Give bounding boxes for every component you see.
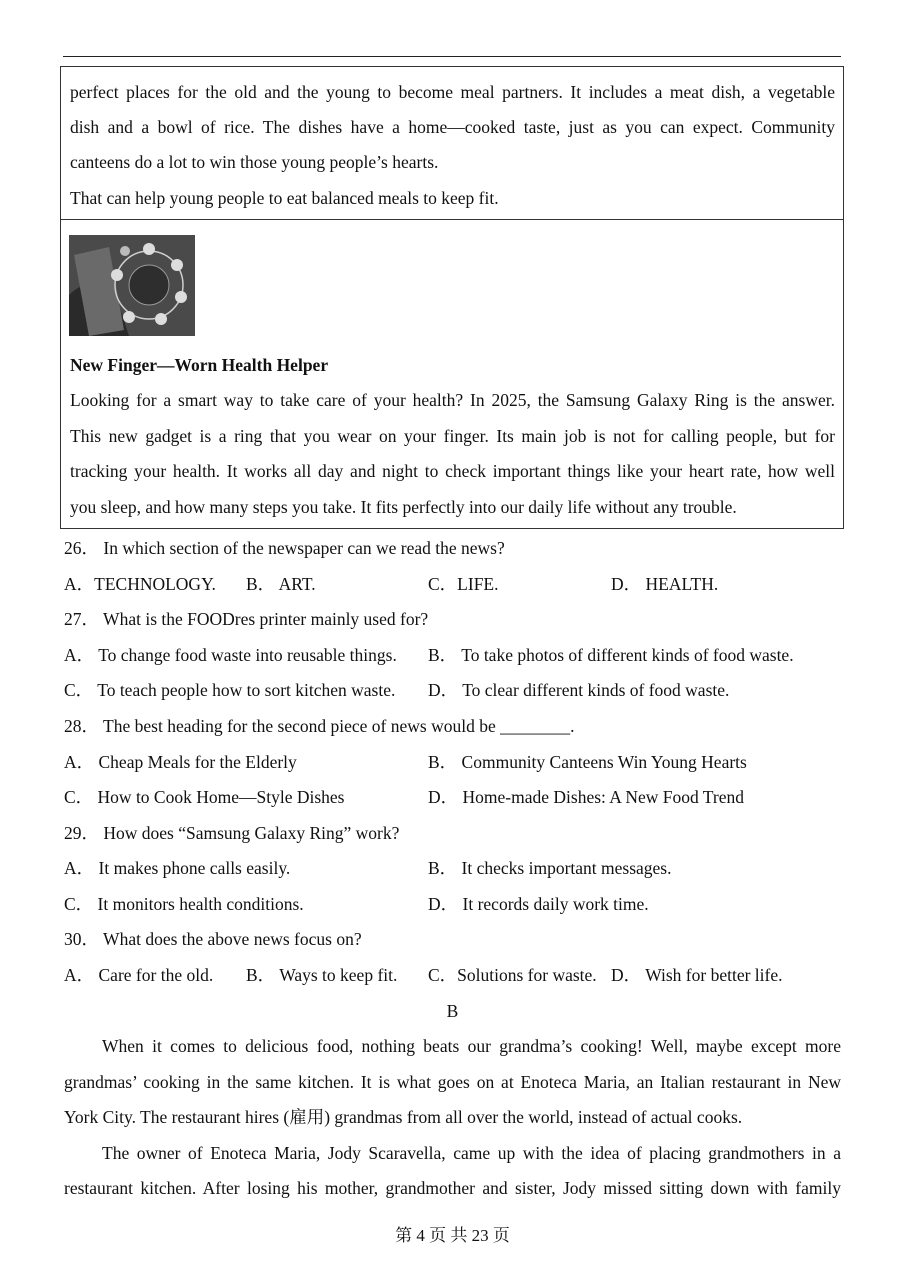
option-28d: D． Home-made Dishes: A New Food Trend bbox=[428, 787, 744, 807]
option-26c: C．LIFE. bbox=[428, 574, 499, 594]
section-b-label: B bbox=[446, 1001, 459, 1021]
option-26d: D． HEALTH. bbox=[611, 574, 719, 594]
news-box-canteen bbox=[60, 66, 844, 220]
option-29a: A． It makes phone calls easily. bbox=[64, 858, 291, 878]
box1-line: dish and a bowl of rice. The dishes have a home—cooked taste, just as you can expect. Community bbox=[70, 117, 835, 137]
box2-line: Looking for a smart way to take care of your health? In 2025, the Samsung Galaxy Ring is the answer. bbox=[70, 390, 835, 410]
option-30c: C．Solutions for waste. bbox=[428, 965, 597, 985]
option-28a: A． Cheap Meals for the Elderly bbox=[64, 752, 297, 772]
option-28c: C． How to Cook Home—Style Dishes bbox=[64, 787, 345, 807]
box2-line: tracking your health. It works all day and night to check important things like your heart rate, how well bbox=[70, 461, 835, 481]
news-box-health-helper bbox=[60, 219, 844, 529]
smart-ring-icon bbox=[69, 235, 195, 336]
option-29d: D． It records daily work time. bbox=[428, 894, 649, 914]
option-30b: B． Ways to keep fit. bbox=[246, 965, 398, 985]
header-rule bbox=[63, 56, 841, 57]
option-30d: D． Wish for better life. bbox=[611, 965, 783, 985]
option-27d: D． To clear different kinds of food waste. bbox=[428, 680, 730, 700]
box2-line: you sleep, and how many steps you take. It fits perfectly into our daily life without any trouble. bbox=[70, 497, 737, 517]
option-26b: B． ART. bbox=[246, 574, 316, 594]
question-29: 29． How does “Samsung Galaxy Ring” work? bbox=[64, 823, 400, 843]
box2-line: This new gadget is a ring that you wear on your finger. Its main job is not for calling people, but for bbox=[70, 426, 835, 446]
question-27: 27． What is the FOODres printer mainly used for? bbox=[64, 609, 429, 629]
box1-line: canteens do a lot to win those young people’s hearts. bbox=[70, 152, 439, 172]
para2-line: restaurant kitchen. After losing his mother, grandmother and sister, Jody missed sitting down with family bbox=[64, 1178, 841, 1198]
para1-line: grandmas’ cooking in the same kitchen. It is what goes on at Enoteca Maria, an Italian restaurant in New bbox=[64, 1072, 841, 1092]
option-29c: C． It monitors health conditions. bbox=[64, 894, 304, 914]
option-29b: B． It checks important messages. bbox=[428, 858, 672, 878]
question-30: 30． What does the above news focus on? bbox=[64, 929, 362, 949]
box1-line: That can help young people to eat balanced meals to keep fit. bbox=[70, 188, 499, 208]
smart-ring-photo bbox=[69, 235, 195, 336]
para1-line: When it comes to delicious food, nothing beats our grandma’s cooking! Well, maybe except more bbox=[102, 1036, 841, 1056]
box1-line: perfect places for the old and the young to become meal partners. It includes a meat dish, a vegetable bbox=[70, 82, 835, 102]
option-27c: C． To teach people how to sort kitchen waste. bbox=[64, 680, 396, 700]
headline: New Finger—Worn Health Helper bbox=[70, 355, 329, 375]
option-30a: A． Care for the old. bbox=[64, 965, 214, 985]
option-27a: A． To change food waste into reusable things. bbox=[64, 645, 397, 665]
question-26: 26． In which section of the newspaper can we read the news? bbox=[64, 538, 505, 558]
option-27b: B． To take photos of different kinds of food waste. bbox=[428, 645, 794, 665]
page-footer: 第 4 页 共 23 页 bbox=[395, 1226, 510, 1245]
option-28b: B． Community Canteens Win Young Hearts bbox=[428, 752, 747, 772]
para1-line: York City. The restaurant hires (雇用) grandmas from all over the world, instead of actual cooks. bbox=[64, 1107, 743, 1127]
para2-line: The owner of Enoteca Maria, Jody Scaravella, came up with the idea of placing grandmothers in a bbox=[102, 1143, 841, 1163]
question-28: 28． The best heading for the second piece of news would be ________. bbox=[64, 716, 575, 736]
option-26a: A．TECHNOLOGY. bbox=[64, 574, 216, 594]
